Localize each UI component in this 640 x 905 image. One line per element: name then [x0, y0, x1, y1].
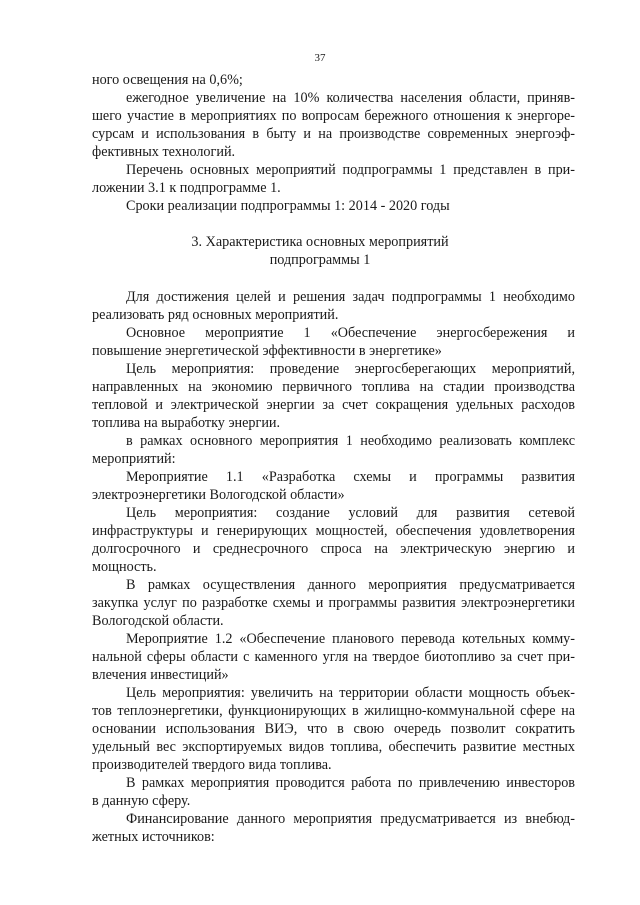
text-line: влечения инвестиций» [92, 667, 229, 683]
text-line: Вологодской области. [92, 613, 224, 629]
text-line: Мероприятие 1.2 «Обеспечение планового перевода котельных комму- [126, 631, 575, 647]
text-line: электроэнергетики Вологодской области» [92, 487, 345, 503]
text-line: В рамках осуществления данного мероприятия предусматривается [126, 577, 575, 593]
text-line: производителей твердого вида топлива. [92, 757, 332, 773]
text-line: в данную сферу. [92, 793, 191, 809]
text-line: ежегодное увеличение на 10% количества населения области, приняв- [126, 90, 575, 106]
text-line: нальной сферы области с каменного угля на твердое биотопливо за счет при- [92, 649, 575, 665]
text-line: направленных на экономию первичного топлива на стадии производства [92, 379, 575, 395]
text-line: ложении 3.1 к подпрограмме 1. [92, 180, 281, 196]
text-line: Перечень основных мероприятий подпрограммы 1 представлен в при- [126, 162, 575, 178]
text-line: Сроки реализации подпрограммы 1: 2014 - 2020 годы [126, 198, 450, 214]
text-line: Финансирование данного мероприятия предусматривается из внебюд- [126, 811, 575, 827]
text-line: основании использования ВИЭ, что в свою очередь позволит сократить [92, 721, 575, 737]
text-line: закупка услуг по разработке схемы и программы развития электроэнергетики [92, 595, 575, 611]
text-line: мероприятий: [92, 451, 176, 467]
text-line: Мероприятие 1.1 «Разработка схемы и программы развития [126, 469, 575, 485]
text-line: инфраструктуры и генерирующих мощностей, обеспечения удовлетворения [92, 523, 575, 539]
text-line: жетных источников: [92, 829, 215, 845]
text-line: Цель мероприятия: увеличить на территории области мощность объек- [126, 685, 575, 701]
text-line: Цель мероприятия: проведение энергосберегающих мероприятий, [126, 361, 575, 377]
section-title-line: 3. Характеристика основных мероприятий [191, 234, 449, 250]
text-line: Основное мероприятие 1 «Обеспечение энергосбережения и [126, 325, 575, 341]
text-line: мощность. [92, 559, 157, 575]
text-line: тепловой и электрической энергии за счет сокращения удельных расходов [92, 397, 575, 413]
text-line: долгосрочного и среднесрочного спроса на электрическую энергию и [92, 541, 575, 557]
text-line: реализовать ряд основных мероприятий. [92, 307, 339, 323]
text-line: сурсам и использования в быту и на производстве современных энергоэф- [92, 126, 575, 142]
text-line: тов теплоэнергетики, функционирующих в жилищно-коммунальной сфере на [92, 703, 575, 719]
text-line: фективных технологий. [92, 144, 236, 160]
section-title-line: подпрограммы 1 [269, 252, 371, 268]
text-line: шего участие в мероприятиях по вопросам бережного отношения к энергоре- [92, 108, 575, 124]
text-line: В рамках мероприятия проводится работа по привлечению инвесторов [126, 775, 575, 791]
text-line: Цель мероприятия: создание условий для развития сетевой [126, 505, 575, 521]
text-line: Для достижения целей и решения задач подпрограммы 1 необходимо [126, 289, 575, 305]
text-line: в рамках основного мероприятия 1 необходимо реализовать комплекс [126, 433, 575, 449]
text-line: топлива на выработку энергии. [92, 415, 281, 431]
text-line: удельный вес экспортируемых видов топлива, обеспечить развитие местных [92, 739, 575, 755]
text-line: ного освещения на 0,6%; [92, 72, 243, 88]
text-line: повышение энергетической эффективности в энергетике» [92, 343, 442, 359]
page-number: 37 [314, 52, 326, 64]
